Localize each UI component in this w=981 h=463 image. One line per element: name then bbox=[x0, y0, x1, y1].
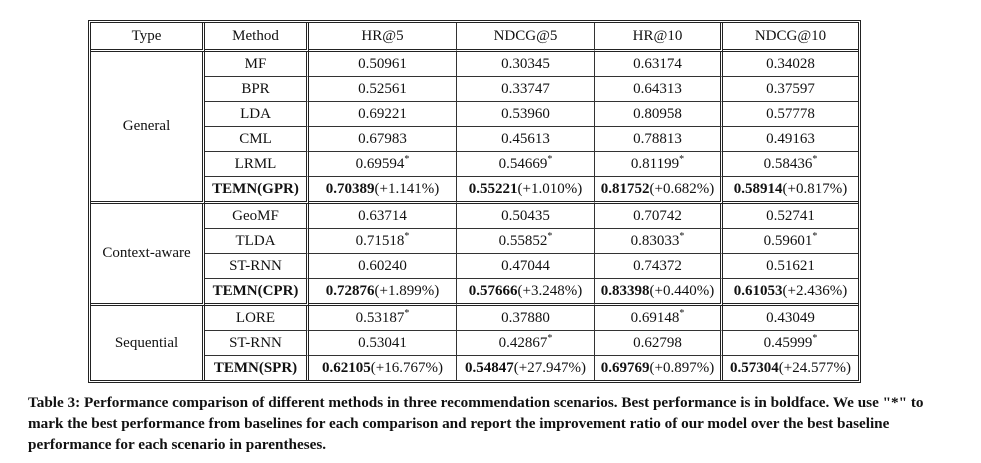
method-name: ST-RNN bbox=[229, 257, 282, 274]
method-name: LORE bbox=[235, 309, 276, 326]
metric-value: 0.69594 bbox=[355, 155, 405, 172]
table-row bbox=[91, 204, 858, 229]
method-name: MF bbox=[244, 55, 267, 72]
table-row bbox=[91, 229, 858, 254]
table-row bbox=[91, 254, 858, 279]
metric-value: 0.47044 bbox=[501, 257, 550, 274]
improvement-ratio: (+27.947%) bbox=[513, 359, 586, 376]
metric-value: 0.57778 bbox=[766, 105, 815, 122]
metric-cell-hr10 bbox=[595, 306, 723, 331]
metric-cell-hr5 bbox=[309, 127, 457, 152]
group-context-aware bbox=[91, 204, 858, 306]
metric-value: 0.70742 bbox=[633, 207, 682, 224]
best-baseline-marker: * bbox=[404, 230, 410, 242]
metric-cell-hr10 bbox=[595, 204, 723, 229]
metric-cell-ndcg5 bbox=[457, 204, 595, 229]
metric-cell-ndcg5 bbox=[457, 279, 595, 306]
metric-value: 0.69221 bbox=[358, 105, 407, 122]
method-name: BPR bbox=[241, 80, 270, 97]
metric-cell-ndcg5 bbox=[457, 77, 595, 102]
best-baseline-marker: * bbox=[812, 332, 818, 344]
method-cell bbox=[205, 152, 309, 177]
metric-cell-ndcg10 bbox=[723, 204, 858, 229]
metric-cell-ndcg10 bbox=[723, 331, 858, 356]
improvement-ratio: (+0.440%) bbox=[649, 282, 715, 299]
improvement-ratio: (+1.010%) bbox=[517, 180, 583, 197]
metric-cell-ndcg5 bbox=[457, 229, 595, 254]
best-baseline-marker: * bbox=[404, 153, 410, 165]
improvement-ratio: (+16.767%) bbox=[370, 359, 443, 376]
metric-cell-hr10 bbox=[595, 102, 723, 127]
method-cell bbox=[205, 254, 309, 279]
metric-cell-hr5 bbox=[309, 279, 457, 306]
metric-cell-hr10 bbox=[595, 279, 723, 306]
metric-value: 0.58436 bbox=[763, 155, 813, 172]
method-cell bbox=[205, 204, 309, 229]
method-cell bbox=[205, 127, 309, 152]
metric-cell-ndcg5 bbox=[457, 127, 595, 152]
table-row bbox=[91, 52, 858, 77]
method-name: TEMN(GPR) bbox=[212, 180, 299, 197]
table-row bbox=[91, 331, 858, 356]
method-name: TEMN(SPR) bbox=[213, 359, 298, 376]
metric-value: 0.83398 bbox=[600, 282, 650, 299]
metric-cell-ndcg10 bbox=[723, 152, 858, 177]
method-name: LDA bbox=[240, 105, 271, 122]
metric-cell-ndcg5 bbox=[457, 331, 595, 356]
improvement-ratio: (+0.817%) bbox=[782, 180, 848, 197]
metric-value: 0.54847 bbox=[465, 359, 514, 376]
table-row bbox=[91, 127, 858, 152]
metric-value: 0.37597 bbox=[766, 80, 815, 97]
type-cell: Sequential bbox=[91, 306, 205, 380]
metric-value: 0.67983 bbox=[358, 130, 407, 147]
method-name: TEMN(CPR) bbox=[212, 282, 299, 299]
metric-cell-hr10 bbox=[595, 254, 723, 279]
best-baseline-marker: * bbox=[547, 230, 553, 242]
method-name: CML bbox=[239, 130, 272, 147]
metric-value: 0.61053 bbox=[733, 282, 783, 299]
metric-value: 0.63714 bbox=[358, 207, 407, 224]
metric-cell-hr10 bbox=[595, 356, 723, 380]
metric-value: 0.57666 bbox=[468, 282, 518, 299]
metric-cell-hr5 bbox=[309, 254, 457, 279]
metric-cell-ndcg5 bbox=[457, 254, 595, 279]
metric-cell-ndcg10 bbox=[723, 127, 858, 152]
metric-cell-ndcg10 bbox=[723, 279, 858, 306]
metric-cell-ndcg5 bbox=[457, 356, 595, 380]
method-cell bbox=[205, 356, 309, 380]
method-cell bbox=[205, 77, 309, 102]
metric-value: 0.42867 bbox=[498, 334, 548, 351]
metric-value: 0.49163 bbox=[766, 130, 815, 147]
metric-value: 0.53187 bbox=[355, 309, 405, 326]
metric-cell-hr10 bbox=[595, 52, 723, 77]
best-baseline-marker: * bbox=[404, 307, 410, 319]
metric-cell-ndcg10 bbox=[723, 254, 858, 279]
metric-cell-ndcg10 bbox=[723, 177, 858, 204]
metric-cell-hr5 bbox=[309, 102, 457, 127]
metric-cell-hr5 bbox=[309, 152, 457, 177]
header-hr10: HR@10 bbox=[595, 23, 723, 52]
table-header bbox=[91, 23, 858, 52]
metric-cell-hr10 bbox=[595, 127, 723, 152]
metric-value: 0.81752 bbox=[600, 180, 650, 197]
metric-cell-hr10 bbox=[595, 331, 723, 356]
metric-value: 0.69148 bbox=[630, 309, 680, 326]
type-cell: Context-aware bbox=[91, 204, 205, 306]
metric-value: 0.51621 bbox=[766, 257, 815, 274]
method-name: ST-RNN bbox=[229, 334, 282, 351]
best-baseline-marker: * bbox=[547, 332, 553, 344]
metric-value: 0.43049 bbox=[766, 309, 815, 326]
best-baseline-marker: * bbox=[679, 307, 685, 319]
group-general bbox=[91, 52, 858, 204]
method-cell bbox=[205, 177, 309, 204]
results-table bbox=[88, 20, 861, 383]
method-cell bbox=[205, 102, 309, 127]
metric-cell-hr5 bbox=[309, 77, 457, 102]
metric-cell-hr5 bbox=[309, 356, 457, 380]
metric-value: 0.57304 bbox=[730, 359, 779, 376]
metric-cell-ndcg5 bbox=[457, 306, 595, 331]
metric-cell-ndcg10 bbox=[723, 306, 858, 331]
metric-cell-hr5 bbox=[309, 331, 457, 356]
metric-cell-ndcg5 bbox=[457, 52, 595, 77]
metric-value: 0.69769 bbox=[600, 359, 650, 376]
metric-cell-ndcg10 bbox=[723, 356, 858, 380]
method-cell bbox=[205, 331, 309, 356]
method-name: GeoMF bbox=[232, 207, 279, 224]
metric-cell-ndcg10 bbox=[723, 229, 858, 254]
metric-cell-hr5 bbox=[309, 306, 457, 331]
table-row bbox=[91, 279, 858, 306]
metric-value: 0.59601 bbox=[763, 232, 813, 249]
improvement-ratio: (+2.436%) bbox=[782, 282, 848, 299]
metric-cell-ndcg5 bbox=[457, 152, 595, 177]
table-row bbox=[91, 77, 858, 102]
metric-value: 0.45613 bbox=[501, 130, 550, 147]
metric-value: 0.62105 bbox=[322, 359, 371, 376]
metric-value: 0.71518 bbox=[355, 232, 405, 249]
method-cell bbox=[205, 279, 309, 306]
metric-value: 0.37880 bbox=[501, 309, 550, 326]
best-baseline-marker: * bbox=[679, 230, 685, 242]
metric-value: 0.33747 bbox=[501, 80, 550, 97]
improvement-ratio: (+0.682%) bbox=[649, 180, 715, 197]
table-caption: Table 3: Performance comparison of different methods in three recommendation scenarios. Best performance is in boldface. We use "*" to mark the best performance from baselines for each comparison and report the improvement ratio of our model over the best baseline performance for each scenario in parentheses. bbox=[28, 394, 924, 453]
metric-value: 0.54669 bbox=[498, 155, 548, 172]
metric-value: 0.80958 bbox=[633, 105, 682, 122]
metric-value: 0.70389 bbox=[325, 180, 375, 197]
metric-cell-ndcg10 bbox=[723, 102, 858, 127]
best-baseline-marker: * bbox=[679, 153, 685, 165]
metric-value: 0.81199 bbox=[630, 155, 680, 172]
method-name: TLDA bbox=[235, 232, 276, 249]
best-baseline-marker: * bbox=[812, 230, 818, 242]
metric-value: 0.30345 bbox=[501, 55, 550, 72]
metric-value: 0.83033 bbox=[630, 232, 680, 249]
method-cell bbox=[205, 52, 309, 77]
improvement-ratio: (+3.248%) bbox=[517, 282, 583, 299]
metric-value: 0.52741 bbox=[766, 207, 815, 224]
metric-cell-ndcg10 bbox=[723, 77, 858, 102]
metric-value: 0.78813 bbox=[633, 130, 682, 147]
metric-value: 0.53960 bbox=[501, 105, 550, 122]
metric-cell-hr5 bbox=[309, 177, 457, 204]
metric-value: 0.52561 bbox=[358, 80, 407, 97]
method-cell bbox=[205, 306, 309, 331]
metric-value: 0.50435 bbox=[501, 207, 550, 224]
header-ndcg5: NDCG@5 bbox=[457, 23, 595, 52]
metric-cell-ndcg5 bbox=[457, 102, 595, 127]
best-baseline-marker: * bbox=[547, 153, 553, 165]
header-ndcg10: NDCG@10 bbox=[723, 23, 858, 52]
improvement-ratio: (+1.899%) bbox=[374, 282, 440, 299]
type-cell: General bbox=[91, 52, 205, 204]
metric-cell-hr5 bbox=[309, 52, 457, 77]
metric-cell-hr10 bbox=[595, 177, 723, 204]
group-sequential bbox=[91, 306, 858, 380]
metric-cell-ndcg10 bbox=[723, 52, 858, 77]
method-cell bbox=[205, 229, 309, 254]
metric-cell-hr10 bbox=[595, 229, 723, 254]
metric-value: 0.50961 bbox=[358, 55, 407, 72]
table-row bbox=[91, 306, 858, 331]
improvement-ratio: (+1.141%) bbox=[374, 180, 440, 197]
improvement-ratio: (+0.897%) bbox=[649, 359, 715, 376]
metric-value: 0.64313 bbox=[633, 80, 682, 97]
method-name: LRML bbox=[234, 155, 277, 172]
metric-value: 0.55852 bbox=[498, 232, 548, 249]
metric-value: 0.58914 bbox=[733, 180, 783, 197]
table-row bbox=[91, 152, 858, 177]
metric-cell-hr5 bbox=[309, 229, 457, 254]
table-row bbox=[91, 177, 858, 204]
metric-value: 0.45999 bbox=[763, 334, 813, 351]
metric-value: 0.63174 bbox=[633, 55, 682, 72]
best-baseline-marker: * bbox=[812, 153, 818, 165]
header-hr5: HR@5 bbox=[309, 23, 457, 52]
metric-cell-hr5 bbox=[309, 204, 457, 229]
metric-value: 0.72876 bbox=[325, 282, 375, 299]
metric-cell-ndcg5 bbox=[457, 177, 595, 204]
metric-value: 0.53041 bbox=[358, 334, 407, 351]
metric-cell-hr10 bbox=[595, 152, 723, 177]
metric-cell-hr10 bbox=[595, 77, 723, 102]
metric-value: 0.60240 bbox=[358, 257, 407, 274]
metric-value: 0.74372 bbox=[633, 257, 682, 274]
header-method: Method bbox=[205, 23, 309, 52]
header-type: Type bbox=[91, 23, 205, 52]
header-row bbox=[91, 23, 858, 52]
metric-value: 0.34028 bbox=[766, 55, 815, 72]
table-row bbox=[91, 102, 858, 127]
metric-value: 0.62798 bbox=[633, 334, 682, 351]
metric-value: 0.55221 bbox=[468, 180, 518, 197]
table-row bbox=[91, 356, 858, 380]
improvement-ratio: (+24.577%) bbox=[778, 359, 851, 376]
